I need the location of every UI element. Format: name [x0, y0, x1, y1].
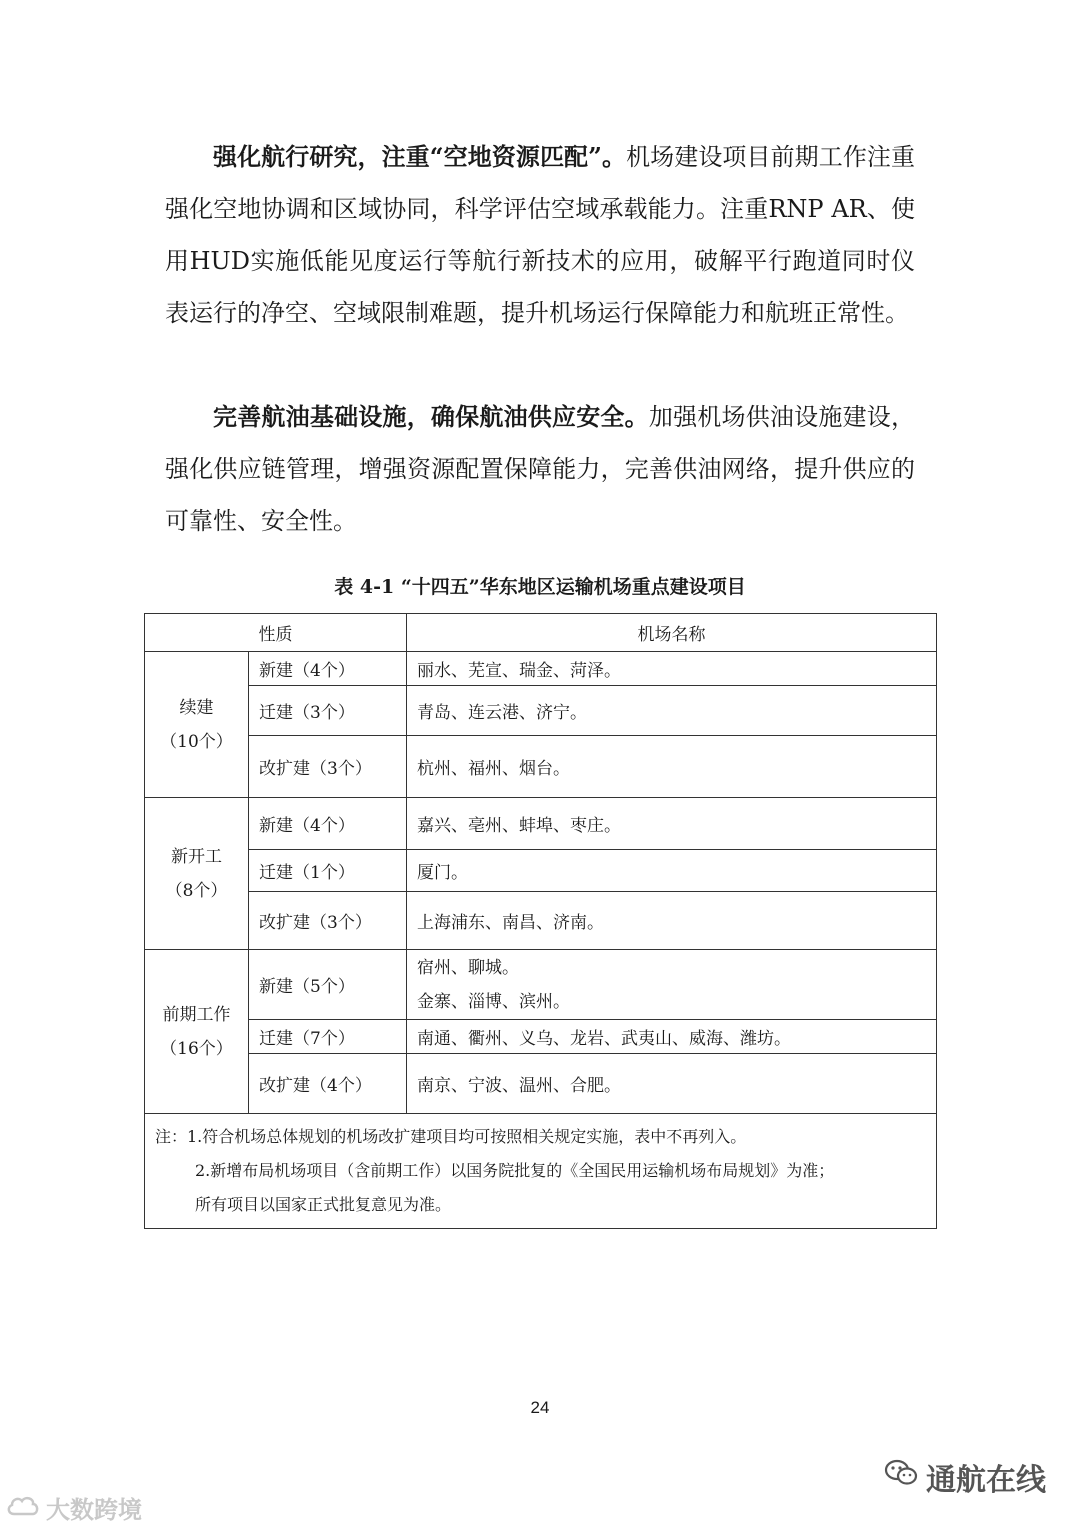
- airports-cell: 南京、宁波、温州、合肥。: [407, 1054, 937, 1114]
- category-label: 前期工作: [162, 1004, 231, 1025]
- table-row: [145, 798, 937, 850]
- category-cell: [145, 652, 249, 798]
- table-row: [145, 950, 937, 1020]
- type-cell: 新建（5个）: [249, 950, 407, 1020]
- type-cell: 新建（4个）: [249, 798, 407, 850]
- category-label: 新开工: [171, 846, 222, 867]
- note-line: 注：1.符合机场总体规划的机场改扩建项目均可按照相关规定实施，表中不再列入。: [155, 1127, 747, 1146]
- header-airport-name: 机场名称: [407, 614, 937, 652]
- cloud-logo-icon: [6, 1494, 40, 1522]
- notes-row: [145, 1114, 937, 1229]
- table-header-row: [145, 614, 937, 652]
- airports-cell: 厦门。: [407, 850, 937, 892]
- header-nature: 性质: [145, 614, 407, 652]
- type-cell: 改扩建（3个）: [249, 736, 407, 798]
- type-cell: 改扩建（4个）: [249, 1054, 407, 1114]
- type-cell: 迁建（7个）: [249, 1020, 407, 1054]
- airports-cell: [407, 950, 937, 1020]
- table-caption: 表 4-1 “十四五”华东地区运输机场重点建设项目: [334, 576, 746, 598]
- type-cell: 迁建（1个）: [249, 850, 407, 892]
- table-row: [145, 652, 937, 686]
- airports-cell: 南通、衢州、义乌、龙岩、武夷山、威海、潍坊。: [407, 1020, 937, 1054]
- type-cell: 迁建（3个）: [249, 686, 407, 736]
- watermark-right: [884, 1455, 1046, 1499]
- category-count: （16个）: [160, 1038, 233, 1059]
- watermark-left: [6, 1490, 142, 1525]
- table-row: [145, 892, 937, 950]
- airports-cell: 杭州、福州、烟台。: [407, 736, 937, 798]
- type-cell: 改扩建（3个）: [249, 892, 407, 950]
- paragraph-body: 加强机场供油设施建设，强化供应链管理，增强资源配置保障能力，完善供油网络，提升供应的可靠性、安全性。: [165, 403, 916, 535]
- notes-cell: [145, 1114, 937, 1229]
- paragraph-heading: 完善航油基础设施，确保航油供应安全。: [213, 402, 649, 431]
- paragraph-body: 机场建设项目前期工作注重强化空地协调和区域协同，科学评估空域承载能力。注重RNP AR、使用HUD实施低能见度运行等航行新技术的应用，破解平行跑道同时仪表运行的净空、空域限制难题，提升机场运行保障能力和航班正常性。: [165, 143, 915, 327]
- category-count: （8个）: [165, 880, 228, 901]
- wechat-icon: [884, 1458, 918, 1496]
- table-row: [145, 850, 937, 892]
- category-count: （10个）: [160, 731, 233, 752]
- watermark-right-text: 通航在线: [926, 1463, 1046, 1498]
- table-row: [145, 1054, 937, 1114]
- category-cell: [145, 950, 249, 1114]
- page-number: 24: [530, 1398, 550, 1417]
- paragraph-heading: 强化航行研究，注重“空地资源匹配”。: [213, 142, 627, 171]
- airports-cell: 上海浦东、南昌、济南。: [407, 892, 937, 950]
- airport-projects-table: [144, 613, 937, 1229]
- category-cell: [145, 798, 249, 950]
- airports-cell: 青岛、连云港、济宁。: [407, 686, 937, 736]
- airports-cell: 丽水、芜宣、瑞金、菏泽。: [407, 652, 937, 686]
- paragraph-fuel: [165, 391, 915, 547]
- table-row: [145, 686, 937, 736]
- paragraph-airspace: [165, 131, 915, 339]
- note-line: 所有项目以国家正式批复意见为准。: [195, 1195, 452, 1214]
- table-row: [145, 1020, 937, 1054]
- table-row: [145, 736, 937, 798]
- airports-cell: 嘉兴、亳州、蚌埠、枣庄。: [407, 798, 937, 850]
- note-line: 2.新增布局机场项目（含前期工作）以国务院批复的《全国民用运输机场布局规划》为准；: [195, 1161, 835, 1180]
- watermark-left-text: 大数跨境: [46, 1496, 142, 1524]
- airports-line: 金寨、淄博、滨州。: [417, 991, 570, 1012]
- airports-line: 宿州、聊城。: [417, 957, 519, 978]
- category-label: 续建: [179, 697, 214, 718]
- type-cell: 新建（4个）: [249, 652, 407, 686]
